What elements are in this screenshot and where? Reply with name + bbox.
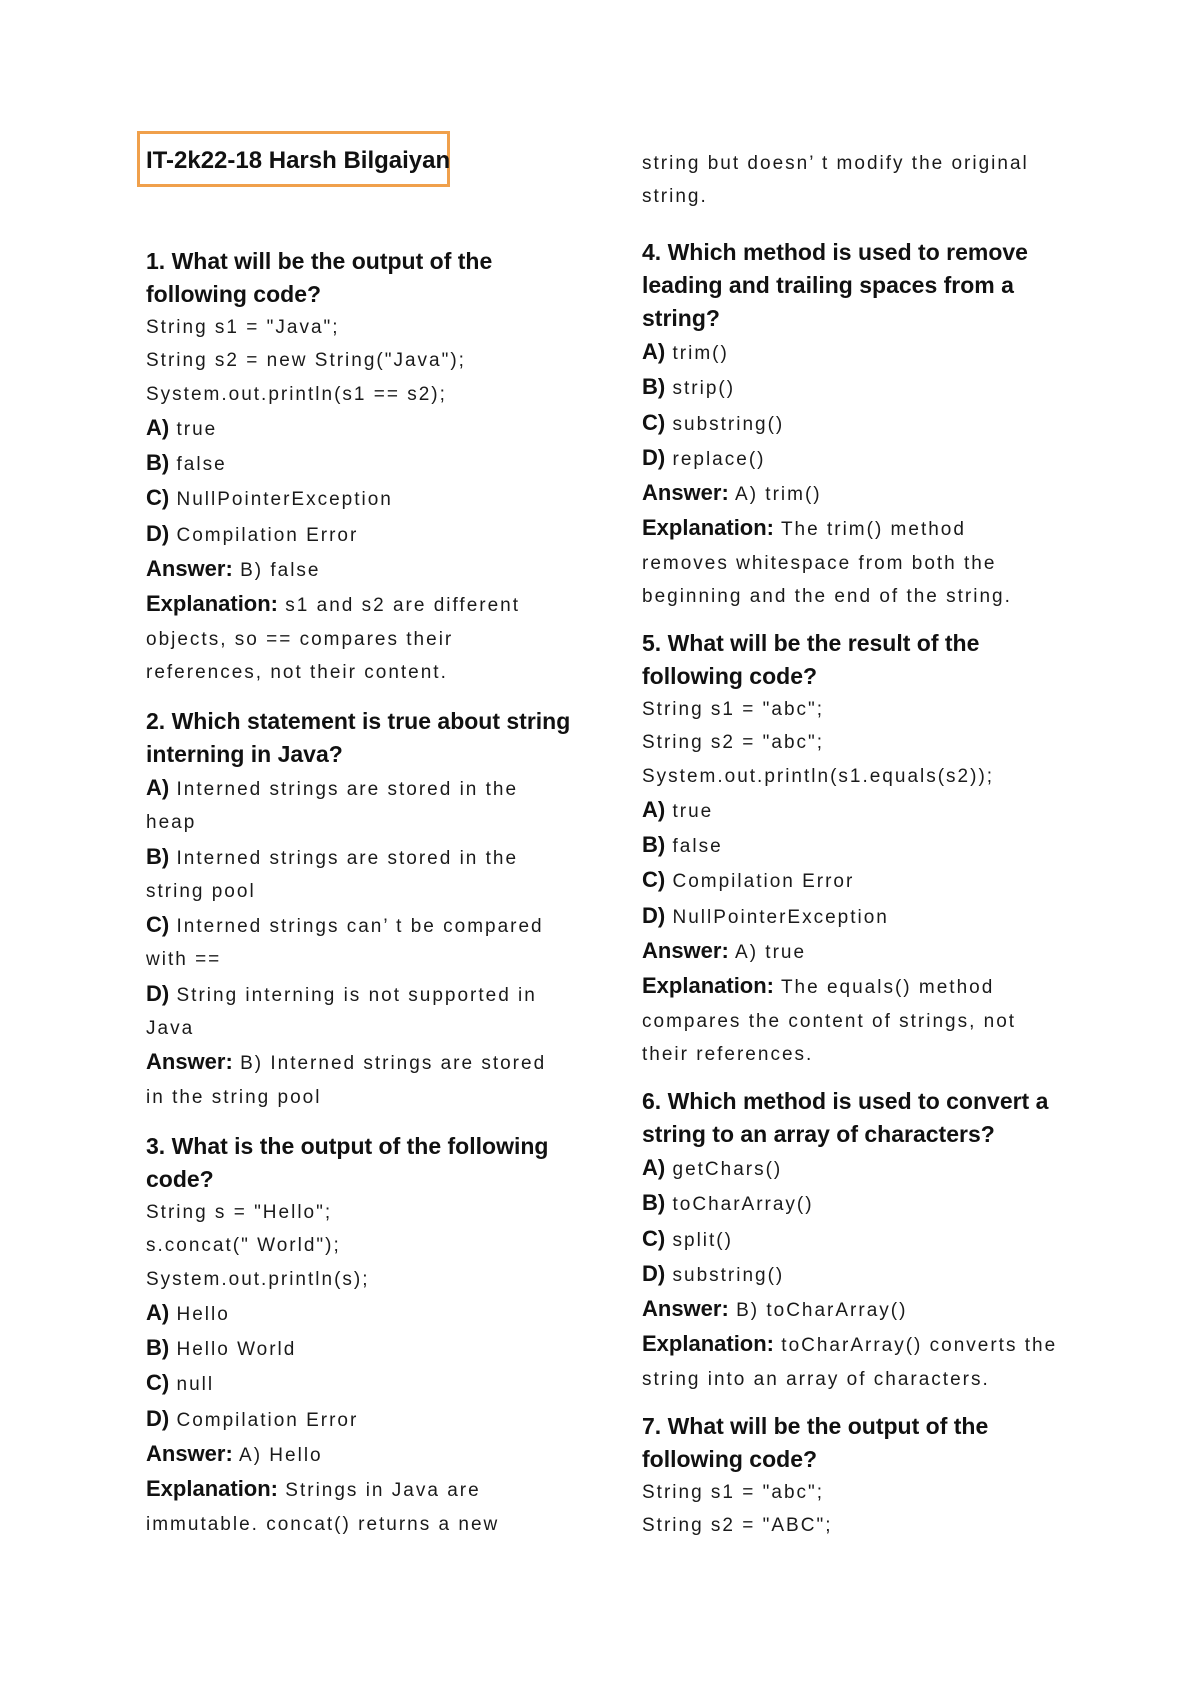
code-line: String s1 = "abc"; (642, 1482, 825, 1503)
question-title: following code? (642, 663, 818, 689)
question-title: 4. Which method is used to remove (642, 239, 1028, 265)
option-d: D) Compilation Error (146, 1405, 359, 1431)
answer: Answer: B) false (146, 556, 321, 582)
explanation-line: objects, so == compares their (146, 628, 454, 650)
explanation: Explanation: Strings in Java are (146, 1476, 481, 1502)
explanation-line: beginning and the end of the string. (642, 586, 1012, 608)
option-line: heap (146, 812, 197, 834)
question-7 (642, 1410, 988, 1543)
option-b: B) strip() (642, 374, 736, 400)
question-title: following code? (146, 281, 322, 307)
answer: Answer: A) Hello (146, 1441, 323, 1467)
option-c: C) substring() (642, 409, 785, 435)
answer: Answer: B) toCharArray() (642, 1296, 908, 1322)
option-d: D) replace() (642, 444, 766, 470)
explanation: Explanation: toCharArray() converts the (642, 1331, 1058, 1357)
question-2 (146, 705, 570, 1114)
code-line: String s1 = "Java"; (146, 317, 340, 338)
option-b: B) false (642, 832, 723, 858)
explanation-line: compares the content of strings, not (642, 1010, 1017, 1032)
option-c: C) NullPointerException (146, 485, 393, 511)
explanation-line: immutable. concat() returns a new (146, 1513, 500, 1535)
code-line: System.out.println(s); (146, 1268, 370, 1290)
code-line: String s2 = new String("Java"); (146, 350, 466, 372)
question-3-continued (642, 147, 1029, 214)
option-d: D) NullPointerException (642, 902, 889, 928)
code-line: String s = "Hello"; (146, 1202, 333, 1223)
explanation-line: their references. (642, 1043, 814, 1065)
option-d: D) Compilation Error (146, 520, 359, 546)
question-title: 3. What is the output of the following (146, 1133, 549, 1159)
option-c: C) Compilation Error (642, 867, 855, 893)
question-title: 6. Which method is used to convert a (642, 1088, 1049, 1114)
option-d: D) String interning is not supported in (146, 980, 537, 1006)
option-d: D) substring() (642, 1260, 785, 1286)
question-4 (642, 236, 1028, 613)
option-line: with == (146, 949, 222, 971)
option-line: string pool (146, 880, 256, 902)
question-title: string to an array of characters? (642, 1121, 995, 1147)
question-title: string? (642, 305, 720, 331)
code-line: System.out.println(s1.equals(s2)); (642, 765, 995, 787)
option-c: C) null (146, 1370, 215, 1396)
option-b: B) toCharArray() (642, 1190, 814, 1216)
answer-line: in the string pool (146, 1086, 322, 1108)
explanation-line: string into an array of characters. (642, 1368, 990, 1390)
option-b: B) Interned strings are stored in the (146, 843, 519, 869)
question-3 (146, 1130, 548, 1541)
question-title: 2. Which statement is true about string (146, 708, 571, 734)
question-title: code? (146, 1166, 214, 1192)
explanation: Explanation: The trim() method (642, 515, 966, 541)
option-a: A) true (642, 796, 714, 822)
answer: Answer: A) trim() (642, 480, 822, 506)
code-line: String s2 = "abc"; (642, 732, 825, 754)
code-line: s.concat(" World"); (146, 1235, 341, 1257)
question-1 (146, 245, 520, 689)
question-title: leading and trailing spaces from a (642, 272, 1014, 298)
option-a: A) true (146, 414, 218, 440)
question-title: 7. What will be the output of the (642, 1413, 989, 1439)
explanation-line: string. (642, 186, 708, 208)
answer: Answer: B) Interned strings are stored (146, 1049, 547, 1075)
option-a: A) Hello (146, 1299, 230, 1325)
question-title: following code? (642, 1446, 818, 1472)
code-line: String s1 = "abc"; (642, 699, 825, 720)
question-title: interning in Java? (146, 741, 343, 767)
option-a: A) getChars() (642, 1155, 783, 1180)
explanation-line: references, not their content. (146, 661, 448, 683)
option-c: C) split() (642, 1225, 733, 1251)
explanation: Explanation: The equals() method (642, 973, 995, 999)
code-line: String s2 = "ABC"; (642, 1515, 833, 1537)
author-header: IT-2k22-18 Harsh Bilgaiyan (146, 147, 451, 174)
option-a: A) Interned strings are stored in the (146, 775, 519, 800)
option-b: B) Hello World (146, 1335, 297, 1361)
question-6 (642, 1085, 1057, 1396)
option-c: C) Interned strings can’ t be compared (146, 912, 544, 938)
question-title: 5. What will be the result of the (642, 630, 980, 656)
option-line: Java (146, 1018, 195, 1040)
question-title: 1. What will be the output of the (146, 248, 493, 274)
explanation: Explanation: s1 and s2 are different (146, 591, 521, 617)
code-line: System.out.println(s1 == s2); (146, 383, 447, 405)
explanation-line: string but doesn’ t modify the original (642, 153, 1029, 174)
explanation-line: removes whitespace from both the (642, 552, 997, 574)
option-b: B) false (146, 450, 227, 476)
answer: Answer: A) true (642, 938, 807, 964)
question-5 (642, 627, 1016, 1071)
option-a: A) trim() (642, 339, 729, 364)
